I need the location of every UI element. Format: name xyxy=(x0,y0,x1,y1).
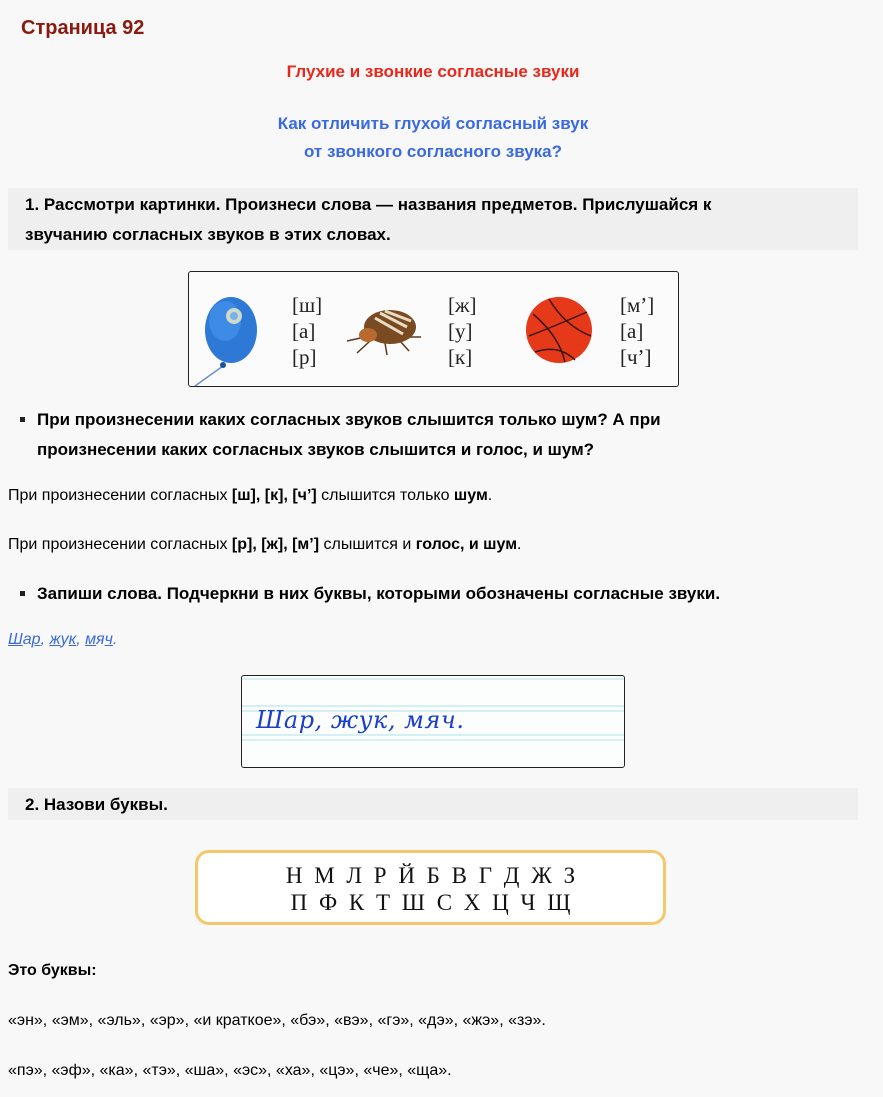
ruling-line xyxy=(242,739,624,741)
page-number: Страница 92 xyxy=(21,17,145,39)
sound: [ж] xyxy=(448,293,477,317)
page-title: Глухие и звонкие согласные звуки xyxy=(286,62,580,81)
answer-emphasis: шум xyxy=(453,487,488,504)
task-b-text: Запиши слова. Подчеркни в них буквы, которыми обозначены согласные звуки. xyxy=(37,584,721,603)
letter: а xyxy=(22,631,32,648)
answer-emphasis: голос, и шум xyxy=(415,536,518,553)
answer-text: При произнесении согласных xyxy=(8,536,232,553)
answer-sounds: [р], [ж], [м’] xyxy=(231,536,320,553)
answer-text: . xyxy=(517,536,522,553)
letter-names-row-2: «пэ», «эф», «ка», «тэ», «ша», «эс», «ха», «цэ», «че», «ща». xyxy=(8,1062,452,1079)
letter: я xyxy=(96,631,105,648)
underlined-letter: м xyxy=(85,631,97,648)
separator: . xyxy=(112,631,118,648)
letters-row-1: Н М Л Р Й Б В Г Д Ж З xyxy=(285,863,576,888)
basketball-icon xyxy=(525,296,593,364)
sound: [р] xyxy=(292,345,317,369)
cursive-answer: Шар, жук, мяч. xyxy=(256,706,465,734)
underlined-letter: ч xyxy=(104,631,113,648)
separator: , xyxy=(40,631,50,648)
ruling-line xyxy=(242,678,624,680)
sound: [м’] xyxy=(620,293,655,317)
underlined-letter: р xyxy=(31,631,41,648)
bullet-icon xyxy=(20,591,25,596)
task-1-line-2: звучанию согласных звуков в этих словах. xyxy=(25,225,391,244)
underlined-letter: ж xyxy=(49,631,61,648)
sounds-beetle xyxy=(448,292,477,370)
letters-row-2: П Ф К Т Ш С Х Ц Ч Щ xyxy=(290,890,571,915)
separator: , xyxy=(76,631,86,648)
letters-figure xyxy=(195,850,666,925)
question-line-1: При произнесении каких согласных звуков слышится только шум? А при xyxy=(37,410,661,429)
balloon-icon xyxy=(193,286,263,386)
these-letters-label: Это буквы: xyxy=(8,962,97,979)
task-b-bullet xyxy=(20,579,720,609)
sounds-figure xyxy=(188,271,679,387)
beetle-icon xyxy=(345,307,425,357)
answer-1 xyxy=(8,487,492,505)
sounds-balloon xyxy=(292,292,322,370)
subtitle-line-1: Как отличить глухой согласный звук xyxy=(277,114,589,133)
question-bullet xyxy=(20,405,661,465)
underlined-letter: к xyxy=(68,631,77,648)
answer-text: . xyxy=(487,487,493,504)
sound: [а] xyxy=(620,319,644,343)
sound: [у] xyxy=(448,319,473,343)
answer-text: слышится только xyxy=(316,487,454,504)
task-2-heading: 2. Назови буквы. xyxy=(8,788,858,820)
answer-2 xyxy=(8,536,521,554)
subtitle-line-2: от звонкого согласного звука? xyxy=(303,142,563,161)
question-line-2: произнесении каких согласных звуков слышится и голос, и шум? xyxy=(37,440,595,459)
sounds-ball xyxy=(620,292,654,370)
answer-text: При произнесении согласных xyxy=(8,487,232,504)
bullet-icon xyxy=(20,417,25,422)
sound: [к] xyxy=(448,345,473,369)
letter-names-row-1: «эн», «эм», «эль», «эр», «и краткое», «бэ», «вэ», «гэ», «дэ», «жэ», «зэ». xyxy=(8,1012,546,1029)
sound: [ч’] xyxy=(620,345,652,369)
sound: [а] xyxy=(292,319,316,343)
sound: [ш] xyxy=(292,293,323,317)
answer-words xyxy=(8,631,117,649)
answer-sounds: [ш], [к], [ч’] xyxy=(231,487,317,504)
handwriting-figure xyxy=(241,675,625,768)
answer-text: слышится и xyxy=(319,536,416,553)
ruling-line xyxy=(242,734,624,736)
task-1-heading xyxy=(8,188,858,250)
letter: у xyxy=(60,631,69,648)
underlined-letter: Ш xyxy=(8,631,23,648)
task-1-line-1: 1. Рассмотри картинки. Произнеси слова — названия предметов. Прислушайся к xyxy=(25,195,712,214)
subtitle xyxy=(0,110,866,166)
